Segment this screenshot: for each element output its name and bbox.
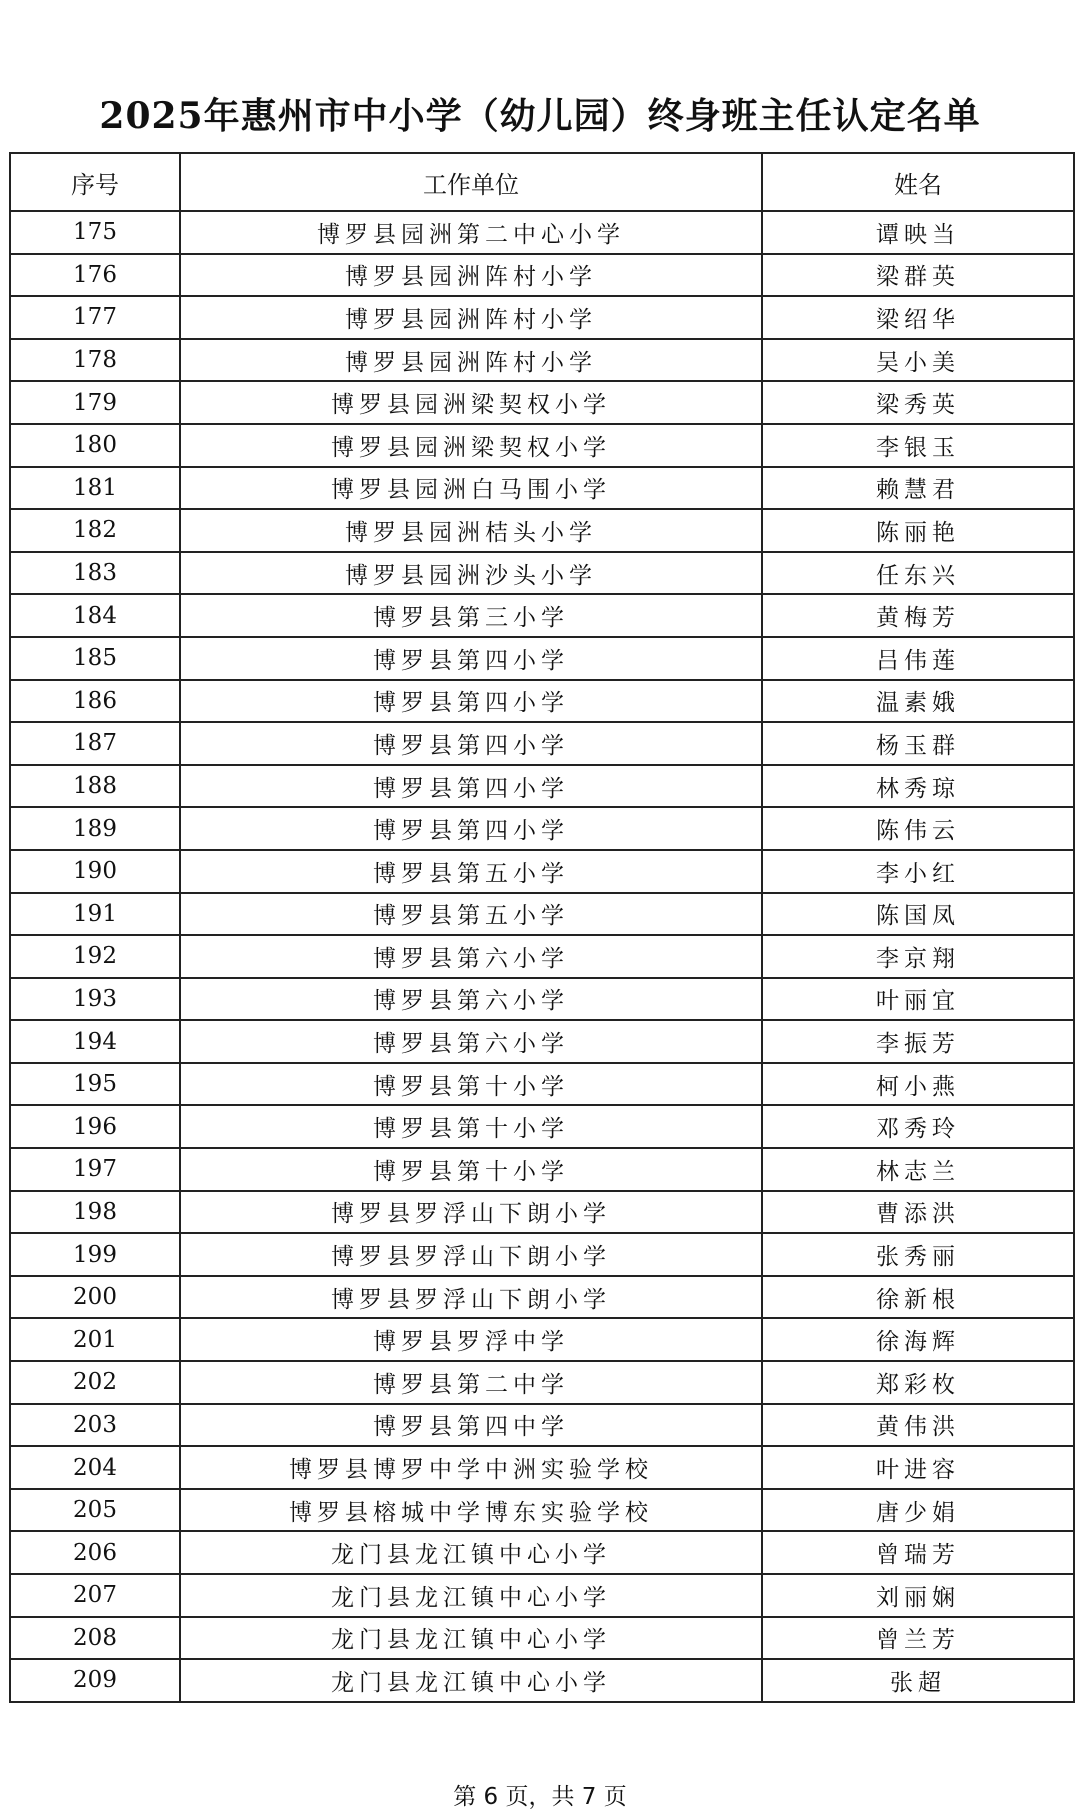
- table-row: [10, 1105, 1074, 1148]
- row-index: 182: [10, 509, 180, 552]
- row-index: 207: [10, 1574, 180, 1617]
- row-index: 205: [10, 1489, 180, 1532]
- table-row: [10, 381, 1074, 424]
- person-name: 徐海辉: [762, 1318, 1074, 1361]
- page-footer: 第 6 页，共 7 页: [453, 1784, 627, 1810]
- row-index: 200: [10, 1276, 180, 1319]
- row-index: 185: [10, 637, 180, 680]
- table-row: [10, 850, 1074, 893]
- table-row: [10, 211, 1074, 254]
- person-name: 李小红: [762, 850, 1074, 893]
- work-unit: 博罗县罗浮山下朗小学: [180, 1276, 762, 1319]
- row-index: 203: [10, 1404, 180, 1447]
- column-header-index: 序号: [10, 153, 180, 211]
- person-name: 任东兴: [762, 552, 1074, 595]
- person-name: 叶进容: [762, 1446, 1074, 1489]
- table-row: [10, 1617, 1074, 1660]
- table-body: [10, 211, 1074, 1702]
- row-index: 184: [10, 594, 180, 637]
- person-name: 李京翔: [762, 935, 1074, 978]
- person-name: 曹添洪: [762, 1191, 1074, 1234]
- person-name: 陈伟云: [762, 807, 1074, 850]
- row-index: 186: [10, 680, 180, 723]
- work-unit: 龙门县龙江镇中心小学: [180, 1574, 762, 1617]
- person-name: 张超: [762, 1659, 1074, 1702]
- row-index: 204: [10, 1446, 180, 1489]
- person-name: 梁群英: [762, 254, 1074, 297]
- table-row: [10, 893, 1074, 936]
- work-unit: 博罗县第十小学: [180, 1105, 762, 1148]
- row-index: 202: [10, 1361, 180, 1404]
- person-name: 梁绍华: [762, 296, 1074, 339]
- row-index: 208: [10, 1617, 180, 1660]
- row-index: 176: [10, 254, 180, 297]
- person-name: 陈丽艳: [762, 509, 1074, 552]
- work-unit: 博罗县第六小学: [180, 1020, 762, 1063]
- work-unit: 龙门县龙江镇中心小学: [180, 1617, 762, 1660]
- person-name: 陈国凤: [762, 893, 1074, 936]
- person-name: 郑彩枚: [762, 1361, 1074, 1404]
- row-index: 190: [10, 850, 180, 893]
- table-row: [10, 1574, 1074, 1617]
- work-unit: 博罗县园洲梁契权小学: [180, 381, 762, 424]
- work-unit: 博罗县园洲梁契权小学: [180, 424, 762, 467]
- work-unit: 博罗县园洲阵村小学: [180, 339, 762, 382]
- row-index: 191: [10, 893, 180, 936]
- table-row: [10, 807, 1074, 850]
- table-row: [10, 637, 1074, 680]
- person-name: 赖慧君: [762, 467, 1074, 510]
- table-row: [10, 509, 1074, 552]
- row-index: 192: [10, 935, 180, 978]
- person-name: 黄梅芳: [762, 594, 1074, 637]
- document-title: 2025年惠州市中小学（幼儿园）终身班主任认定名单: [99, 95, 981, 137]
- person-name: 李振芳: [762, 1020, 1074, 1063]
- table-row: [10, 680, 1074, 723]
- person-name: 柯小燕: [762, 1063, 1074, 1106]
- work-unit: 博罗县第三小学: [180, 594, 762, 637]
- work-unit: 博罗县第四中学: [180, 1404, 762, 1447]
- work-unit: 博罗县罗浮中学: [180, 1318, 762, 1361]
- table-row: [10, 254, 1074, 297]
- table-row: [10, 1531, 1074, 1574]
- work-unit: 博罗县第二中学: [180, 1361, 762, 1404]
- table-row: [10, 339, 1074, 382]
- person-name: 黄伟洪: [762, 1404, 1074, 1447]
- person-name: 叶丽宜: [762, 978, 1074, 1021]
- table-row: [10, 1148, 1074, 1191]
- person-name: 曾兰芳: [762, 1617, 1074, 1660]
- work-unit: 博罗县第四小学: [180, 680, 762, 723]
- row-index: 193: [10, 978, 180, 1021]
- work-unit: 博罗县第五小学: [180, 850, 762, 893]
- table-row: [10, 722, 1074, 765]
- row-index: 201: [10, 1318, 180, 1361]
- table-row: [10, 296, 1074, 339]
- table-row: [10, 1489, 1074, 1532]
- person-name: 吴小美: [762, 339, 1074, 382]
- person-name: 温素娥: [762, 680, 1074, 723]
- table-row: [10, 552, 1074, 595]
- row-index: 187: [10, 722, 180, 765]
- row-index: 189: [10, 807, 180, 850]
- row-index: 178: [10, 339, 180, 382]
- row-index: 188: [10, 765, 180, 808]
- row-index: 175: [10, 211, 180, 254]
- table-row: [10, 1276, 1074, 1319]
- row-index: 179: [10, 381, 180, 424]
- column-header-name: 姓名: [762, 153, 1074, 211]
- row-index: 180: [10, 424, 180, 467]
- work-unit: 博罗县第四小学: [180, 722, 762, 765]
- work-unit: 博罗县园洲桔头小学: [180, 509, 762, 552]
- person-name: 李银玉: [762, 424, 1074, 467]
- row-index: 209: [10, 1659, 180, 1702]
- table-row: [10, 978, 1074, 1021]
- person-name: 刘丽娴: [762, 1574, 1074, 1617]
- work-unit: 博罗县博罗中学中洲实验学校: [180, 1446, 762, 1489]
- work-unit: 博罗县园洲白马围小学: [180, 467, 762, 510]
- table-row: [10, 765, 1074, 808]
- table-row: [10, 935, 1074, 978]
- person-name: 徐新根: [762, 1276, 1074, 1319]
- work-unit: 龙门县龙江镇中心小学: [180, 1659, 762, 1702]
- work-unit: 博罗县第四小学: [180, 807, 762, 850]
- table-row: [10, 1233, 1074, 1276]
- work-unit: 博罗县榕城中学博东实验学校: [180, 1489, 762, 1532]
- person-name: 邓秀玲: [762, 1105, 1074, 1148]
- work-unit: 博罗县园洲沙头小学: [180, 552, 762, 595]
- row-index: 183: [10, 552, 180, 595]
- person-name: 林秀琼: [762, 765, 1074, 808]
- column-header-unit: 工作单位: [180, 153, 762, 211]
- roster-table: [9, 152, 1075, 1703]
- table-row: [10, 467, 1074, 510]
- work-unit: 博罗县第六小学: [180, 935, 762, 978]
- work-unit: 博罗县第六小学: [180, 978, 762, 1021]
- row-index: 181: [10, 467, 180, 510]
- work-unit: 博罗县园洲第二中心小学: [180, 211, 762, 254]
- work-unit: 博罗县园洲阵村小学: [180, 296, 762, 339]
- row-index: 197: [10, 1148, 180, 1191]
- work-unit: 龙门县龙江镇中心小学: [180, 1531, 762, 1574]
- table-row: [10, 1020, 1074, 1063]
- person-name: 吕伟莲: [762, 637, 1074, 680]
- work-unit: 博罗县罗浮山下朗小学: [180, 1233, 762, 1276]
- table-row: [10, 1361, 1074, 1404]
- table-row: [10, 1318, 1074, 1361]
- table-row: [10, 1063, 1074, 1106]
- row-index: 194: [10, 1020, 180, 1063]
- person-name: 谭映当: [762, 211, 1074, 254]
- work-unit: 博罗县第四小学: [180, 765, 762, 808]
- person-name: 张秀丽: [762, 1233, 1074, 1276]
- work-unit: 博罗县第十小学: [180, 1063, 762, 1106]
- row-index: 195: [10, 1063, 180, 1106]
- table-header-row: [10, 153, 1074, 211]
- row-index: 198: [10, 1191, 180, 1234]
- work-unit: 博罗县罗浮山下朗小学: [180, 1191, 762, 1234]
- work-unit: 博罗县第四小学: [180, 637, 762, 680]
- work-unit: 博罗县第五小学: [180, 893, 762, 936]
- row-index: 199: [10, 1233, 180, 1276]
- row-index: 196: [10, 1105, 180, 1148]
- person-name: 林志兰: [762, 1148, 1074, 1191]
- table-row: [10, 594, 1074, 637]
- person-name: 唐少娟: [762, 1489, 1074, 1532]
- person-name: 杨玉群: [762, 722, 1074, 765]
- row-index: 206: [10, 1531, 180, 1574]
- table-row: [10, 1446, 1074, 1489]
- person-name: 曾瑞芳: [762, 1531, 1074, 1574]
- work-unit: 博罗县第十小学: [180, 1148, 762, 1191]
- table-row: [10, 424, 1074, 467]
- table-row: [10, 1404, 1074, 1447]
- table-row: [10, 1191, 1074, 1234]
- row-index: 177: [10, 296, 180, 339]
- work-unit: 博罗县园洲阵村小学: [180, 254, 762, 297]
- person-name: 梁秀英: [762, 381, 1074, 424]
- table-row: [10, 1659, 1074, 1702]
